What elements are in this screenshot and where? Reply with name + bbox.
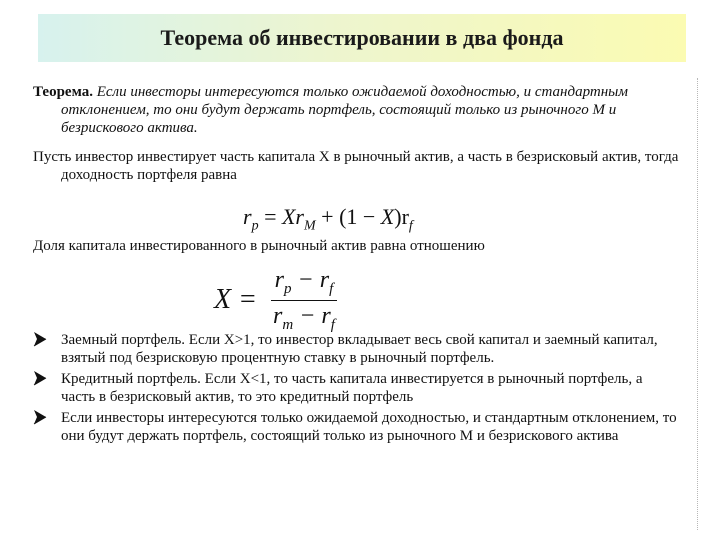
slide-title: Теорема об инвестировании в два фонда — [160, 25, 564, 50]
f2-den-f: f — [330, 316, 335, 333]
f2-denominator — [269, 301, 339, 334]
arrow-bullet-icon — [33, 331, 47, 347]
f1-r: r — [243, 204, 252, 229]
f1-sub-p: p — [251, 218, 259, 234]
bullet-text: Если инвесторы интересуются только ожидаемой доходностью, и стандартным отклонением, то они будут держать портфель, состоящий только из рыночного М и безрискового актива — [61, 410, 677, 444]
bullet-item-borrowing — [33, 331, 678, 367]
arrow-bullet-icon — [33, 409, 47, 425]
f2-num-p: p — [284, 280, 292, 297]
f2-den-r: r — [273, 302, 283, 329]
title-bar — [38, 14, 686, 62]
arrow-bullet-icon — [33, 370, 47, 386]
investor-paragraph: Пусть инвестор инвестирует часть капитала Х в рыночный актив, а часть в безрисковый актив, тогда доходность портфеля равна — [33, 149, 679, 183]
f1-sub-m: M — [303, 218, 316, 234]
f2-fraction — [269, 267, 339, 334]
ratio-paragraph: Доля капитала инвестированного в рыночный актив равна отношению — [33, 238, 485, 254]
dotted-divider — [697, 78, 698, 530]
f2-num-r: r — [274, 266, 285, 293]
f2-den-minus: − r — [293, 302, 331, 329]
theorem-paragraph — [33, 83, 701, 137]
share-ratio-formula — [214, 266, 339, 333]
bullet-item-two-fund — [33, 409, 678, 445]
theorem-lead: Теорема. — [33, 84, 93, 100]
f2-num-f: f — [329, 280, 334, 297]
f1-xr: Xr — [281, 204, 304, 229]
f1-close: )r — [394, 204, 409, 229]
f1-eq: = — [258, 204, 282, 229]
bullet-item-lending — [33, 370, 678, 406]
f2-num-minus: − r — [291, 266, 330, 293]
f2-den-m: m — [282, 316, 294, 333]
f2-numerator — [271, 267, 338, 301]
f1-x: X — [380, 204, 395, 229]
f2-lhs: X = — [214, 284, 257, 315]
bullet-text: Заемный портфель. Если X>1, то инвестор вкладывает весь свой капитал и заемный капитал, взятый под безрисковую процентную ставку в рыночный портфель. — [61, 332, 658, 366]
bullet-list — [33, 331, 678, 448]
f1-plus: + (1 − — [315, 204, 381, 229]
f1-sub-f: f — [408, 218, 413, 234]
portfolio-return-formula — [243, 204, 413, 234]
bullet-text: Кредитный портфель. Если X<1, то часть капитала инвестируется в рыночный портфель, а часть в безрисковый актив, то это кредитный портфель — [61, 371, 643, 405]
theorem-text: Если инвесторы интересуются только ожидаемой доходностью, и стандартным отклонением, то они будут держать портфель, состоящий только из рыночного М и безрискового актива. — [61, 84, 628, 136]
